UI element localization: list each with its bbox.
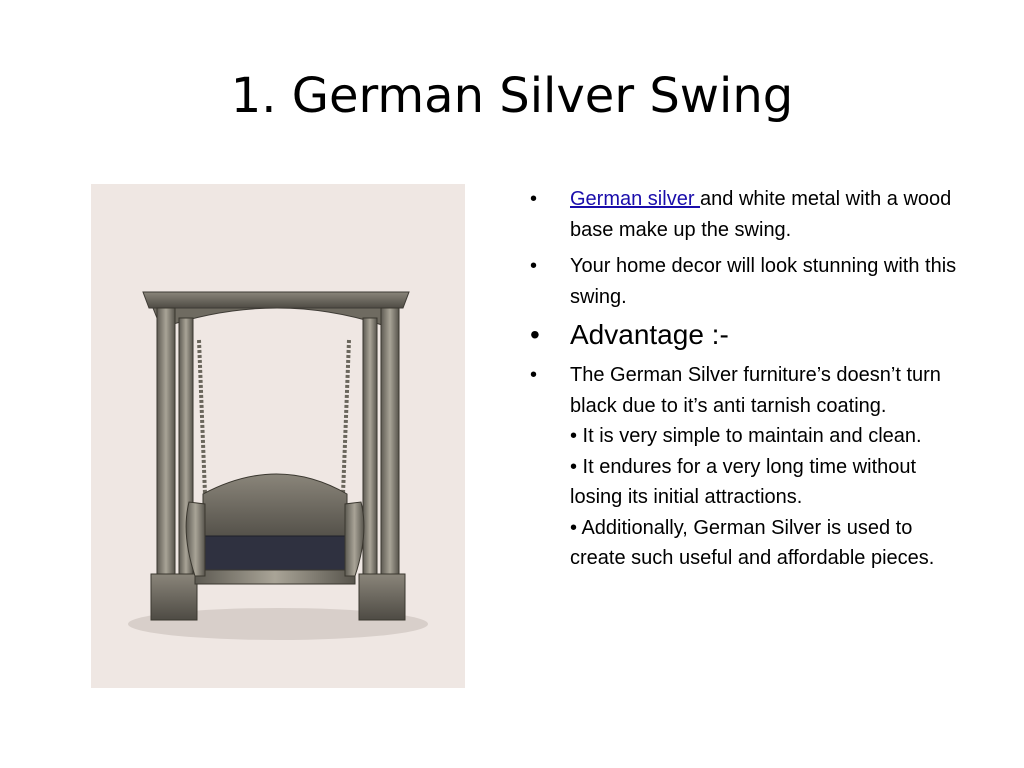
german-silver-link[interactable]: German silver — [570, 188, 701, 210]
bullet-text: and white metal with a wood base make up the swing. — [570, 188, 952, 241]
bullet-list — [530, 184, 970, 580]
bullet-marker: • — [530, 319, 540, 350]
bullet-text: The German Silver furniture’s doesn’t turn black due to it’s anti tarnish coating. — [570, 364, 941, 417]
bullet-advantage-heading — [530, 318, 970, 352]
swing-photo — [91, 184, 465, 688]
bullet-advantages — [530, 360, 970, 574]
bullet-decor — [530, 251, 970, 312]
bullet-marker: • — [530, 255, 538, 277]
advantage-endures: • It endures for a very long time without losing its initial attractions. — [570, 455, 917, 508]
bullet-marker: • — [530, 364, 538, 386]
advantage-affordable: • Additionally, German Silver is used to create such useful and affordable pieces. — [570, 516, 935, 569]
swing-illustration — [91, 184, 465, 688]
slide-title: 1. German Silver Swing — [230, 68, 794, 124]
bullet-material — [530, 184, 970, 245]
bullet-marker: • — [530, 188, 538, 210]
advantage-maintain: • It is very simple to maintain and clean. — [570, 425, 922, 447]
bullet-text: Advantage :- — [570, 319, 729, 350]
bullet-text: Your home decor will look stunning with this swing. — [570, 255, 957, 308]
